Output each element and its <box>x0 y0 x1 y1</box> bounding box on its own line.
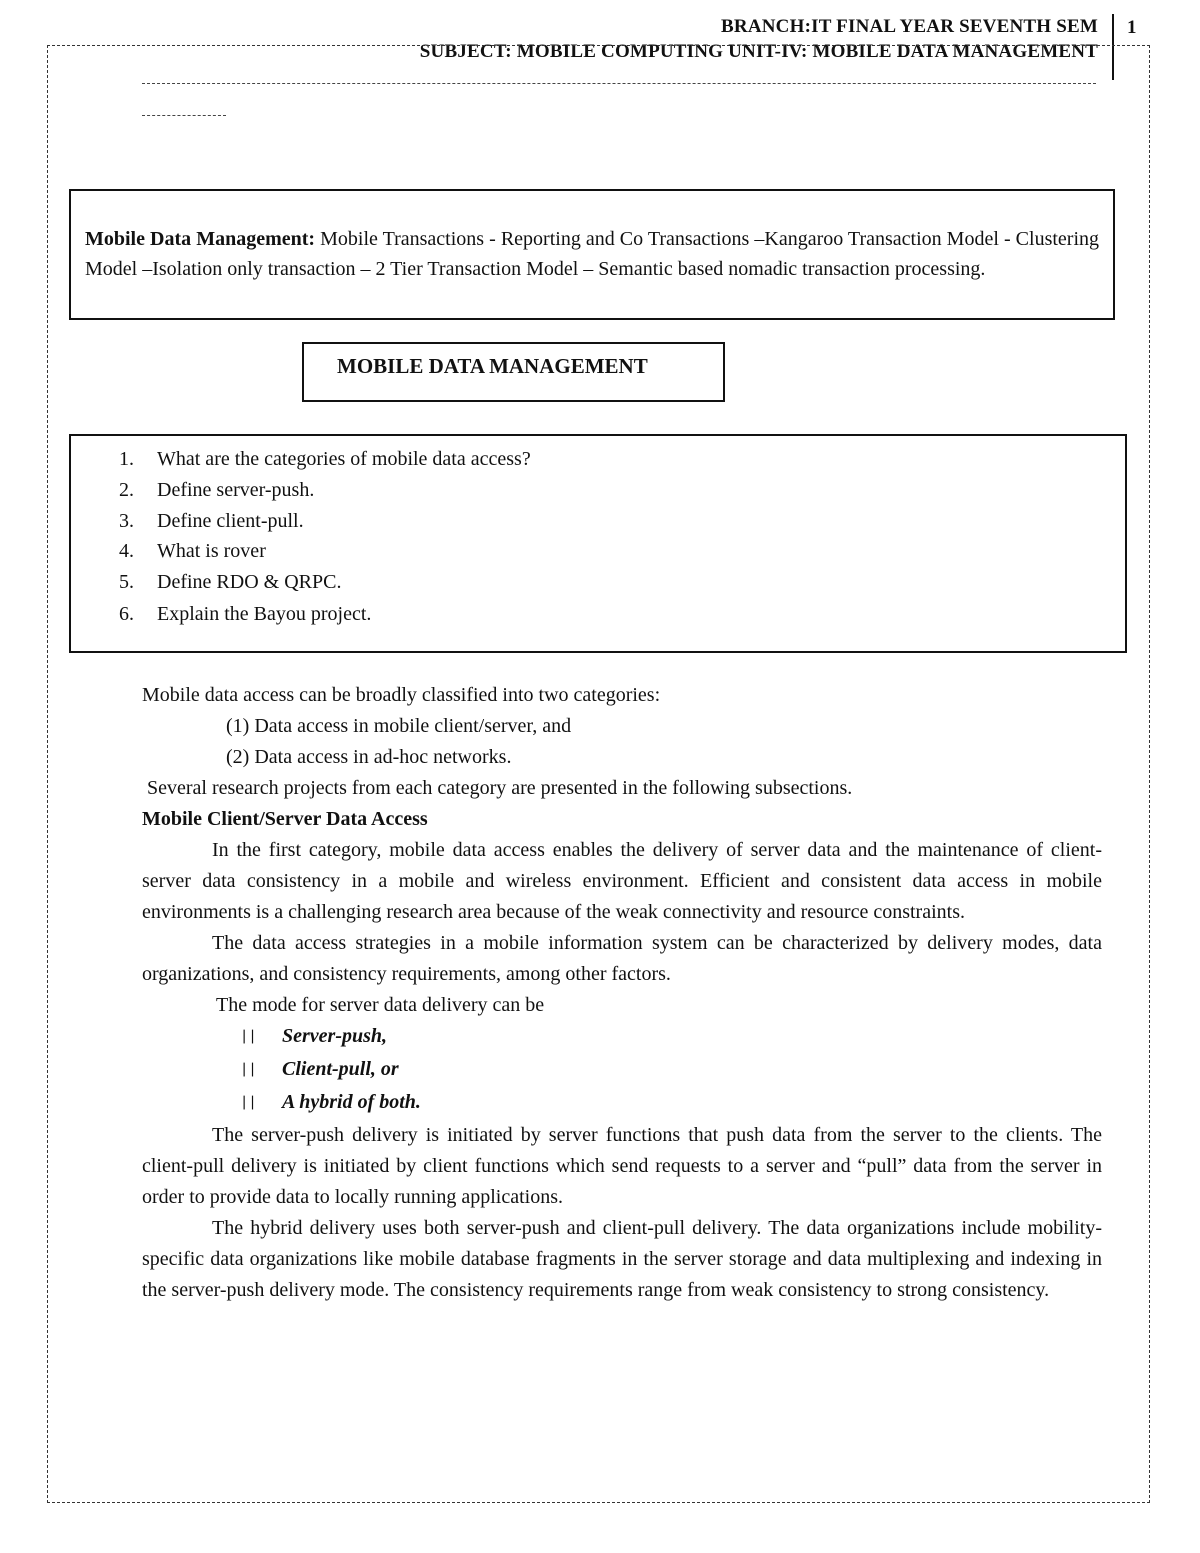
question-text: What is rover <box>157 540 266 562</box>
header-branch: BRANCH:IT FINAL YEAR SEVENTH SEM <box>721 16 1098 37</box>
question-number: 4. <box>119 540 134 562</box>
question-text: Explain the Bayou project. <box>157 603 372 625</box>
paragraph-3: The server-push delivery is initiated by server functions that push data from the server to the clients. The client-pull delivery is initiated by client functions which send requests to a server and “pull” data from the server in order to provide data to locally running applications. <box>142 1124 1102 1208</box>
question-item <box>119 506 304 536</box>
bullet-text: A hybrid of both. <box>282 1091 421 1113</box>
section-title: MOBILE DATA MANAGEMENT <box>302 342 725 402</box>
mode-intro: The mode for server data delivery can be <box>216 994 545 1016</box>
bullet-mark-icon: ∣∣ <box>242 1063 259 1079</box>
research-line: Several research projects from each category are presented in the following subsections. <box>147 777 853 799</box>
body-text <box>142 680 1102 1306</box>
paragraph-4: The hybrid delivery uses both server-push and client-pull delivery. The data organizations include mobility-specific data organizations like mobile database fragments in the server storage and data multiplexing and indexing in the server-push delivery mode. The consistency requirements range from weak consistency to strong consistency. <box>142 1217 1102 1301</box>
category-2: (2) Data access in ad-hoc networks. <box>226 746 512 768</box>
paragraph-1: In the first category, mobile data access enables the delivery of server data and the maintenance of client-server data consistency in a mobile and wireless environment. Efficient and consistent data access in mobile environments is a challenging research area because of the weak connectivity and resource constraints. <box>142 839 1102 923</box>
dashed-rule <box>142 83 1096 84</box>
category-1: (1) Data access in mobile client/server, and <box>226 715 572 737</box>
question-number: 2. <box>119 479 134 501</box>
question-number: 3. <box>119 510 134 532</box>
syllabus-text: Mobile Transactions - Reporting and Co Transactions –Kangaroo Transaction Model - Clustering Model –Isolation only transaction – 2 Tier Transaction Model – Semantic based nomadic transaction processing. <box>85 228 1099 280</box>
question-text: What are the categories of mobile data access? <box>157 448 531 470</box>
question-number: 6. <box>119 603 134 625</box>
question-text: Define server-push. <box>157 479 315 501</box>
syllabus-box <box>69 189 1115 320</box>
section-heading: Mobile Client/Server Data Access <box>142 808 428 830</box>
bullet-mark-icon: ∣∣ <box>242 1030 259 1046</box>
page-number: 1 <box>1127 17 1137 38</box>
question-number: 5. <box>119 571 134 593</box>
bullet-mark-icon: ∣∣ <box>242 1096 259 1112</box>
bullet-item <box>142 1087 1102 1120</box>
question-item <box>119 444 531 474</box>
questions-box <box>69 434 1127 653</box>
bullet-item <box>142 1021 1102 1054</box>
question-text: Define RDO & QRPC. <box>157 571 342 593</box>
question-text: Define client-pull. <box>157 510 304 532</box>
bullet-item <box>142 1054 1102 1087</box>
bullet-text: Server-push, <box>282 1025 388 1047</box>
paragraph-2: The data access strategies in a mobile information system can be characterized by delivery modes, data organizations, and consistency requirements, among other factors. <box>142 932 1102 985</box>
intro-line: Mobile data access can be broadly classified into two categories: <box>142 684 661 706</box>
bullet-text: Client-pull, or <box>282 1058 399 1080</box>
header-subject: SUBJECT: MOBILE COMPUTING UNIT-IV: MOBILE DATA MANAGEMENT <box>419 41 1098 62</box>
question-item <box>119 536 266 566</box>
question-number: 1. <box>119 448 134 470</box>
question-item <box>119 475 314 505</box>
question-item <box>119 599 371 629</box>
syllabus-label: Mobile Data Management: <box>85 228 316 250</box>
dashed-rule-short <box>142 115 226 116</box>
question-item <box>119 567 341 597</box>
